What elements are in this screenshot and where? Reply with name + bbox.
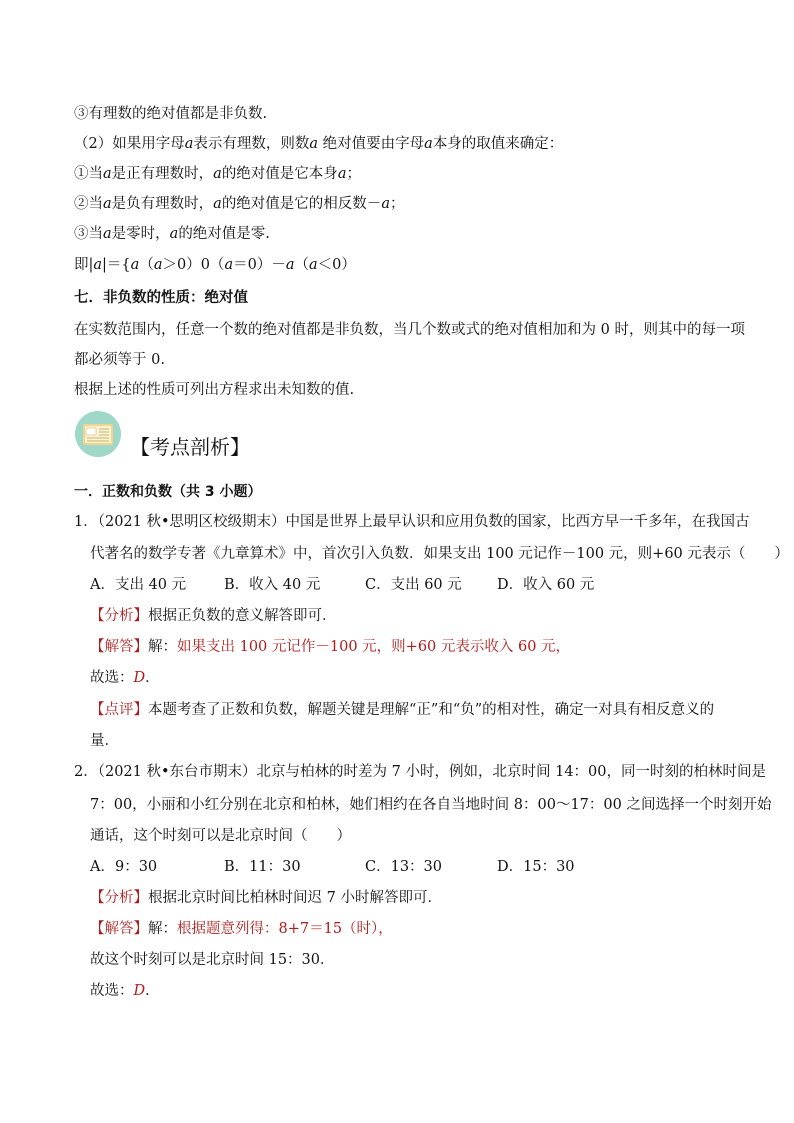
text: ③有理数的绝对值都是非负数. [74,106,268,122]
text: 绝对值要由字母 [318,136,425,152]
notebook-icon [74,410,122,458]
answer-text: 如果支出 100 元记作－100 元，则+60 元表示收入 60 元， [177,639,571,655]
intro-line-3 [74,164,361,184]
var-a: a [424,136,433,152]
var-a: a [169,226,179,242]
text: 的绝对值是它的相反数－ [221,196,382,212]
intro-line-2 [74,134,563,154]
text: ＜0） [317,257,356,273]
answer-text: 根据题意列得：8+7＝15（时）， [177,921,393,937]
choose-suffix: ． [145,670,160,686]
section-7-title: 七．非负数的性质：绝对值 [74,290,248,306]
analysis-text: 根据北京时间比柏林时间迟 7 小时解答即可． [148,890,442,906]
intro-line-1 [74,104,267,124]
answer-tag: 【解答】 [90,639,148,655]
var-a: a [337,166,347,182]
q1-option-d: D．收入 60 元 [497,577,595,593]
answer-tag: 【解答】 [90,921,148,937]
text: （ [294,257,309,273]
var-a: a [224,257,234,273]
text: ①当 [74,166,103,182]
q1-stem-line-2: 代著名的数学专著《九章算术》中，首次引入负数．如果支出 100 元记作－100 元，则+60 元表示（ ） [90,546,789,562]
comment-text: 本题考查了正数和负数，解题关键是理解“正”和“负”的相对性，确定一对具有相反意义的 [148,702,715,718]
text: 是零时， [111,226,170,242]
text: ； [346,166,361,182]
var-a: a [153,257,163,273]
q2-stem-line-3: 通话，这个时刻可以是北京时间（ ） [90,828,351,844]
q2-choice [90,981,160,1001]
text: 是负有理数时， [111,196,214,212]
var-a: a [93,257,103,273]
q2-option-c: C．13：30 [365,859,442,875]
q1-stem-line-1: 1．（2021 秋•思明区校级期末）中国是世界上最早认识和应用负数的国家，比西方早一千多年，在我国古 [74,514,750,530]
text: ③当 [74,226,103,242]
analysis-tag: 【分析】 [90,890,148,906]
text: |＝{ [102,257,131,273]
choose-answer: D [133,670,146,686]
q2-stem-line-2: 7：00，小丽和小红分别在北京和柏林，她们相约在各自当地时间 8：00～17：00 之间选择一个时刻开始 [90,797,772,813]
choose-suffix: ． [145,983,160,999]
var-a: a [213,166,222,182]
var-a: a [285,257,295,273]
intro-line-5 [74,224,270,244]
text: ＞0）0（ [162,257,225,273]
section-header-title: 【考点剖析】 [130,435,250,459]
var-a: a [381,196,390,212]
q1-choice [90,668,160,688]
q1-option-b: B．收入 40 元 [224,577,321,593]
text: （ [139,257,154,273]
var-a: a [103,166,112,182]
text: 本身的取值来确定： [432,136,564,152]
var-a: a [213,196,222,212]
text: ②当 [74,196,103,212]
var-a: a [184,136,194,152]
text: （2）如果用字母 [74,136,185,152]
q2-analysis [90,888,442,908]
section-7-paragraph-1: 在实数范围内，任意一个数的绝对值都是非负数，当几个数或式的绝对值相加和为 0 时，则其中的每一项 [74,322,745,338]
answer-prefix: 解： [148,639,177,655]
analysis-tag: 【分析】 [90,608,148,624]
text: 表示有理数，则数 [193,136,310,152]
q2-option-d: D．15：30 [497,859,575,875]
q1-option-a: A．支出 40 元 [90,577,187,593]
intro-line-4 [74,194,404,214]
choose-prefix: 故选： [90,983,134,999]
var-a: a [103,196,112,212]
text: ＝0）－ [233,257,286,273]
section-7-paragraph-3: 根据上述的性质可列出方程求出未知数的值. [74,382,355,398]
q1-comment-line-2: 量． [90,733,119,749]
q2-stem-line-1: 2．（2021 秋•东台市期末）北京与柏林的时差为 7 小时，例如，北京时间 14：00，同一时刻的柏林时间是 [74,764,766,780]
text: 的绝对值是零. [178,226,270,242]
intro-line-6-formula [74,255,356,275]
var-a: a [103,226,112,242]
q2-option-a: A．9：30 [90,859,158,875]
q1-answer [90,637,570,657]
comment-tag: 【点评】 [90,702,148,718]
q2-conclusion: 故这个时刻可以是北京时间 15：30． [90,952,335,968]
text: 即| [74,257,94,273]
text: 是正有理数时， [111,166,214,182]
text: ； [389,196,405,212]
section-7-paragraph-2: 都必须等于 0. [74,352,165,368]
choose-answer: D [133,983,146,999]
var-a: a [130,257,140,273]
q1-analysis [90,606,337,626]
q2-answer [90,919,393,939]
analysis-text: 根据正负数的意义解答即可． [148,608,337,624]
choose-prefix: 故选： [90,670,134,686]
answer-prefix: 解： [148,921,177,937]
text: 的绝对值是它本身 [221,166,338,182]
q2-option-b: B．11：30 [224,859,301,875]
var-a: a [308,257,318,273]
var-a: a [309,136,319,152]
q1-comment-line-1 [90,700,714,720]
q1-option-c: C．支出 60 元 [365,577,462,593]
topic-1-title: 一．正数和负数（共 3 小题） [74,484,262,500]
